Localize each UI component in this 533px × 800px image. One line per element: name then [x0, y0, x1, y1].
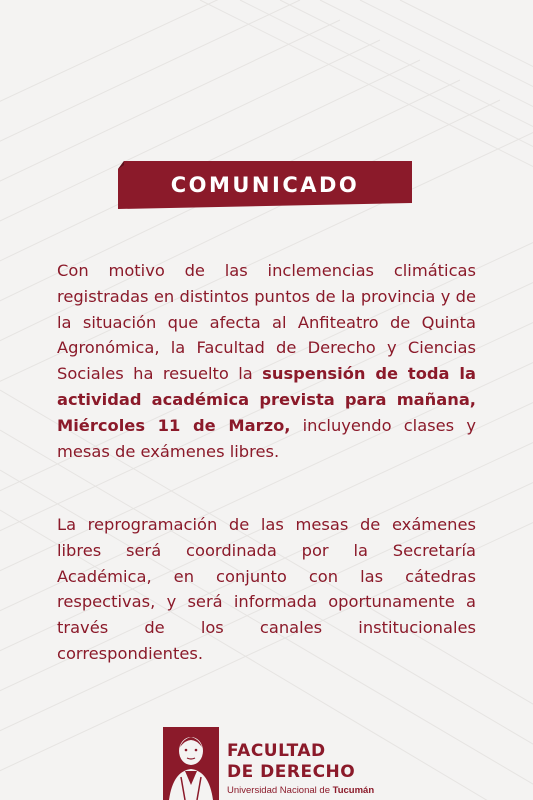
- comunicado-banner: [118, 161, 412, 209]
- paragraph-reprogramacion: La reprogramación de las mesas de exámenes libres será coordinada por la Secretaría Académica, en conjunto con las cátedras respectivas, y será informada oportunamente a través de los canales institucionales correspondientes.: [57, 515, 476, 663]
- paragraph-suspension: [57, 258, 476, 464]
- faculty-logo: [163, 727, 423, 800]
- logo-line-de-derecho: DE DERECHO: [227, 762, 356, 782]
- logo-universidad-bold: Tucumán: [332, 785, 375, 796]
- banner-title: COMUNICADO: [170, 173, 360, 197]
- logo-universidad-prefix: Universidad Nacional de: [227, 785, 330, 796]
- paragraph1-outro: incluyendo clases y mesas de exámenes libres.: [57, 415, 476, 461]
- founder-portrait-crest-icon: [163, 727, 219, 800]
- paragraph1-highlight: suspensión de toda la actividad académica prevista para mañana, Miércoles 11 de Marzo,: [57, 364, 476, 435]
- logo-line-facultad: FACULTAD: [227, 741, 326, 761]
- paragraph1-intro: Con motivo de las inclemencias climáticas registradas en distintos puntos de la provincia y de la situación que afecta al Anfiteatro de Quinta Agronómica, la Facultad de Derecho y Ciencias Sociales ha resuelto la: [57, 261, 476, 384]
- logo-line-universidad: [227, 785, 374, 796]
